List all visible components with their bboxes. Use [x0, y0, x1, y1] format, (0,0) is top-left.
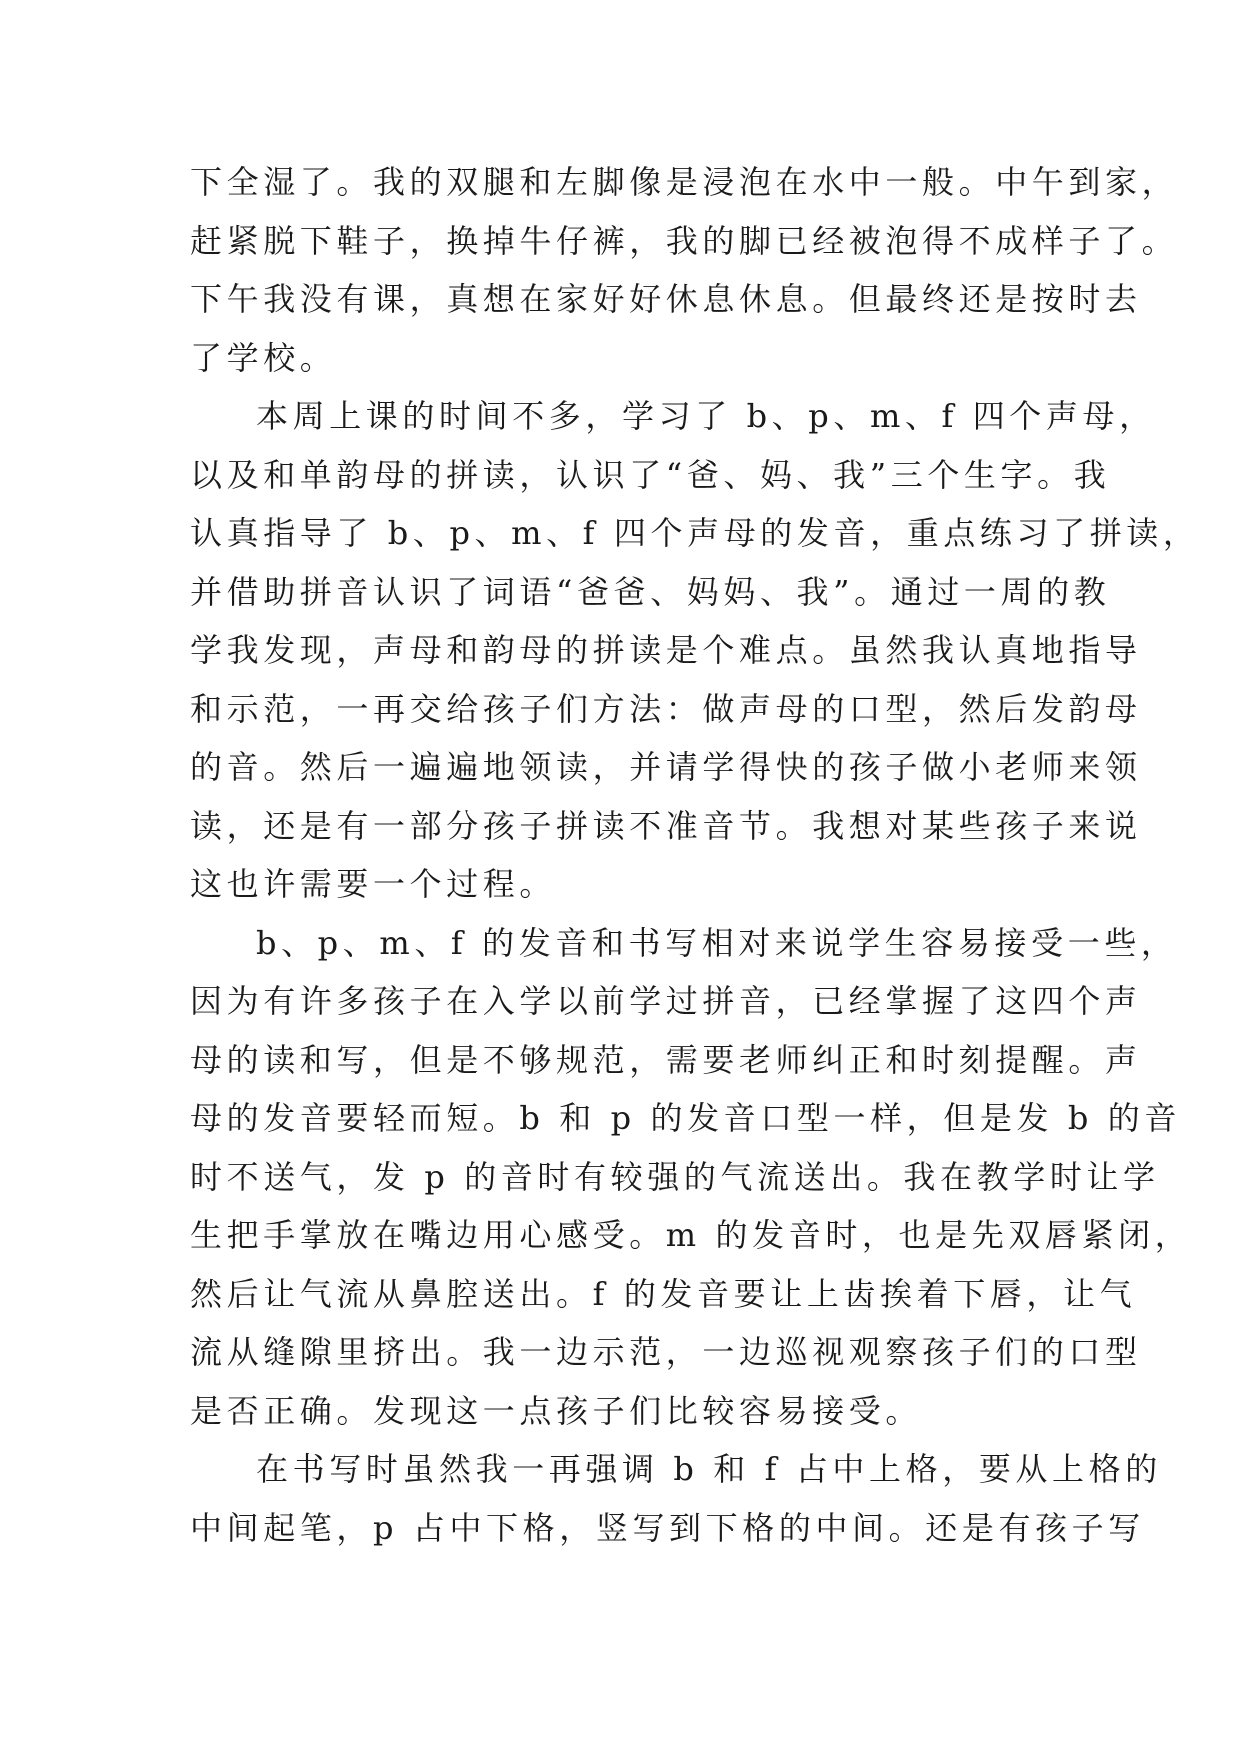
- text-line: 在书写时虽然我一再强调 b 和 f 占中上格，要从上格的: [256, 1450, 1162, 1488]
- paragraph: [190, 153, 1179, 387]
- text-line: 母的发音要轻而短。b 和 p 的发音口型一样，但是发 b 的音: [190, 1099, 1181, 1137]
- text-line: 这也许需要一个过程。: [190, 865, 557, 903]
- paragraph: [190, 387, 1200, 914]
- text-line: 本周上课的时间不多，学习了 b、p、m、f 四个声母，: [256, 397, 1156, 435]
- text-line: 的音。然后一遍遍地领读，并请学得快的孩子做小老师来领: [190, 748, 1142, 786]
- text-line: b、p、m、f 的发音和书写相对来说学生容易接受一些，: [256, 923, 1178, 962]
- text-line: 时不送气，发 p 的音时有较强的气流送出。我在教学时让学: [190, 1157, 1160, 1196]
- text-line: 然后让气流从鼻腔送出。f 的发音要让上齿挨着下唇，让气: [190, 1274, 1137, 1313]
- text-line: 母的读和写，但是不够规范，需要老师纠正和时刻提醒。声: [190, 1040, 1142, 1079]
- text-line: 生把手掌放在嘴边用心感受。m 的发音时，也是先双唇紧闭，: [190, 1216, 1192, 1254]
- text-line: 了学校。: [190, 338, 337, 377]
- text-line: 以及和单韵母的拼读，认识了“爸、妈、我”三个生字。我: [190, 455, 1111, 494]
- text-line: 和示范，一再交给孩子们方法：做声母的口型，然后发韵母: [190, 689, 1142, 728]
- paragraph: [190, 1440, 1162, 1557]
- text-line: 并借助拼音认识了词语“爸爸、妈妈、我”。通过一周的教: [190, 572, 1111, 611]
- text-line: 读，还是有一部分孩子拼读不准音节。我想对某些孩子来说: [190, 806, 1142, 845]
- text-line: 赶紧脱下鞋子，换掉牛仔裤，我的脚已经被泡得不成样子了。: [190, 221, 1179, 260]
- text-line: 流从缝隙里挤出。我一边示范，一边巡视观察孩子们的口型: [190, 1333, 1142, 1371]
- paragraph: [190, 914, 1192, 1441]
- text-line: 认真指导了 b、p、m、f 四个声母的发音，重点练习了拼读，: [190, 514, 1200, 552]
- text-line: 中间起笔，p 占中下格，竖写到下格的中间。还是有孩子写: [190, 1508, 1145, 1547]
- text-line: 下午我没有课，真想在家好好休息休息。但最终还是按时去: [190, 280, 1142, 318]
- text-line: 是否正确。发现这一点孩子们比较容易接受。: [190, 1391, 923, 1430]
- text-line: 下全湿了。我的双腿和左脚像是浸泡在水中一般。中午到家，: [190, 163, 1179, 201]
- document-body: [190, 153, 1200, 1557]
- text-line: 学我发现，声母和韵母的拼读是个难点。虽然我认真地指导: [190, 631, 1142, 669]
- text-line: 因为有许多孩子在入学以前学过拼音，已经掌握了这四个声: [190, 982, 1142, 1020]
